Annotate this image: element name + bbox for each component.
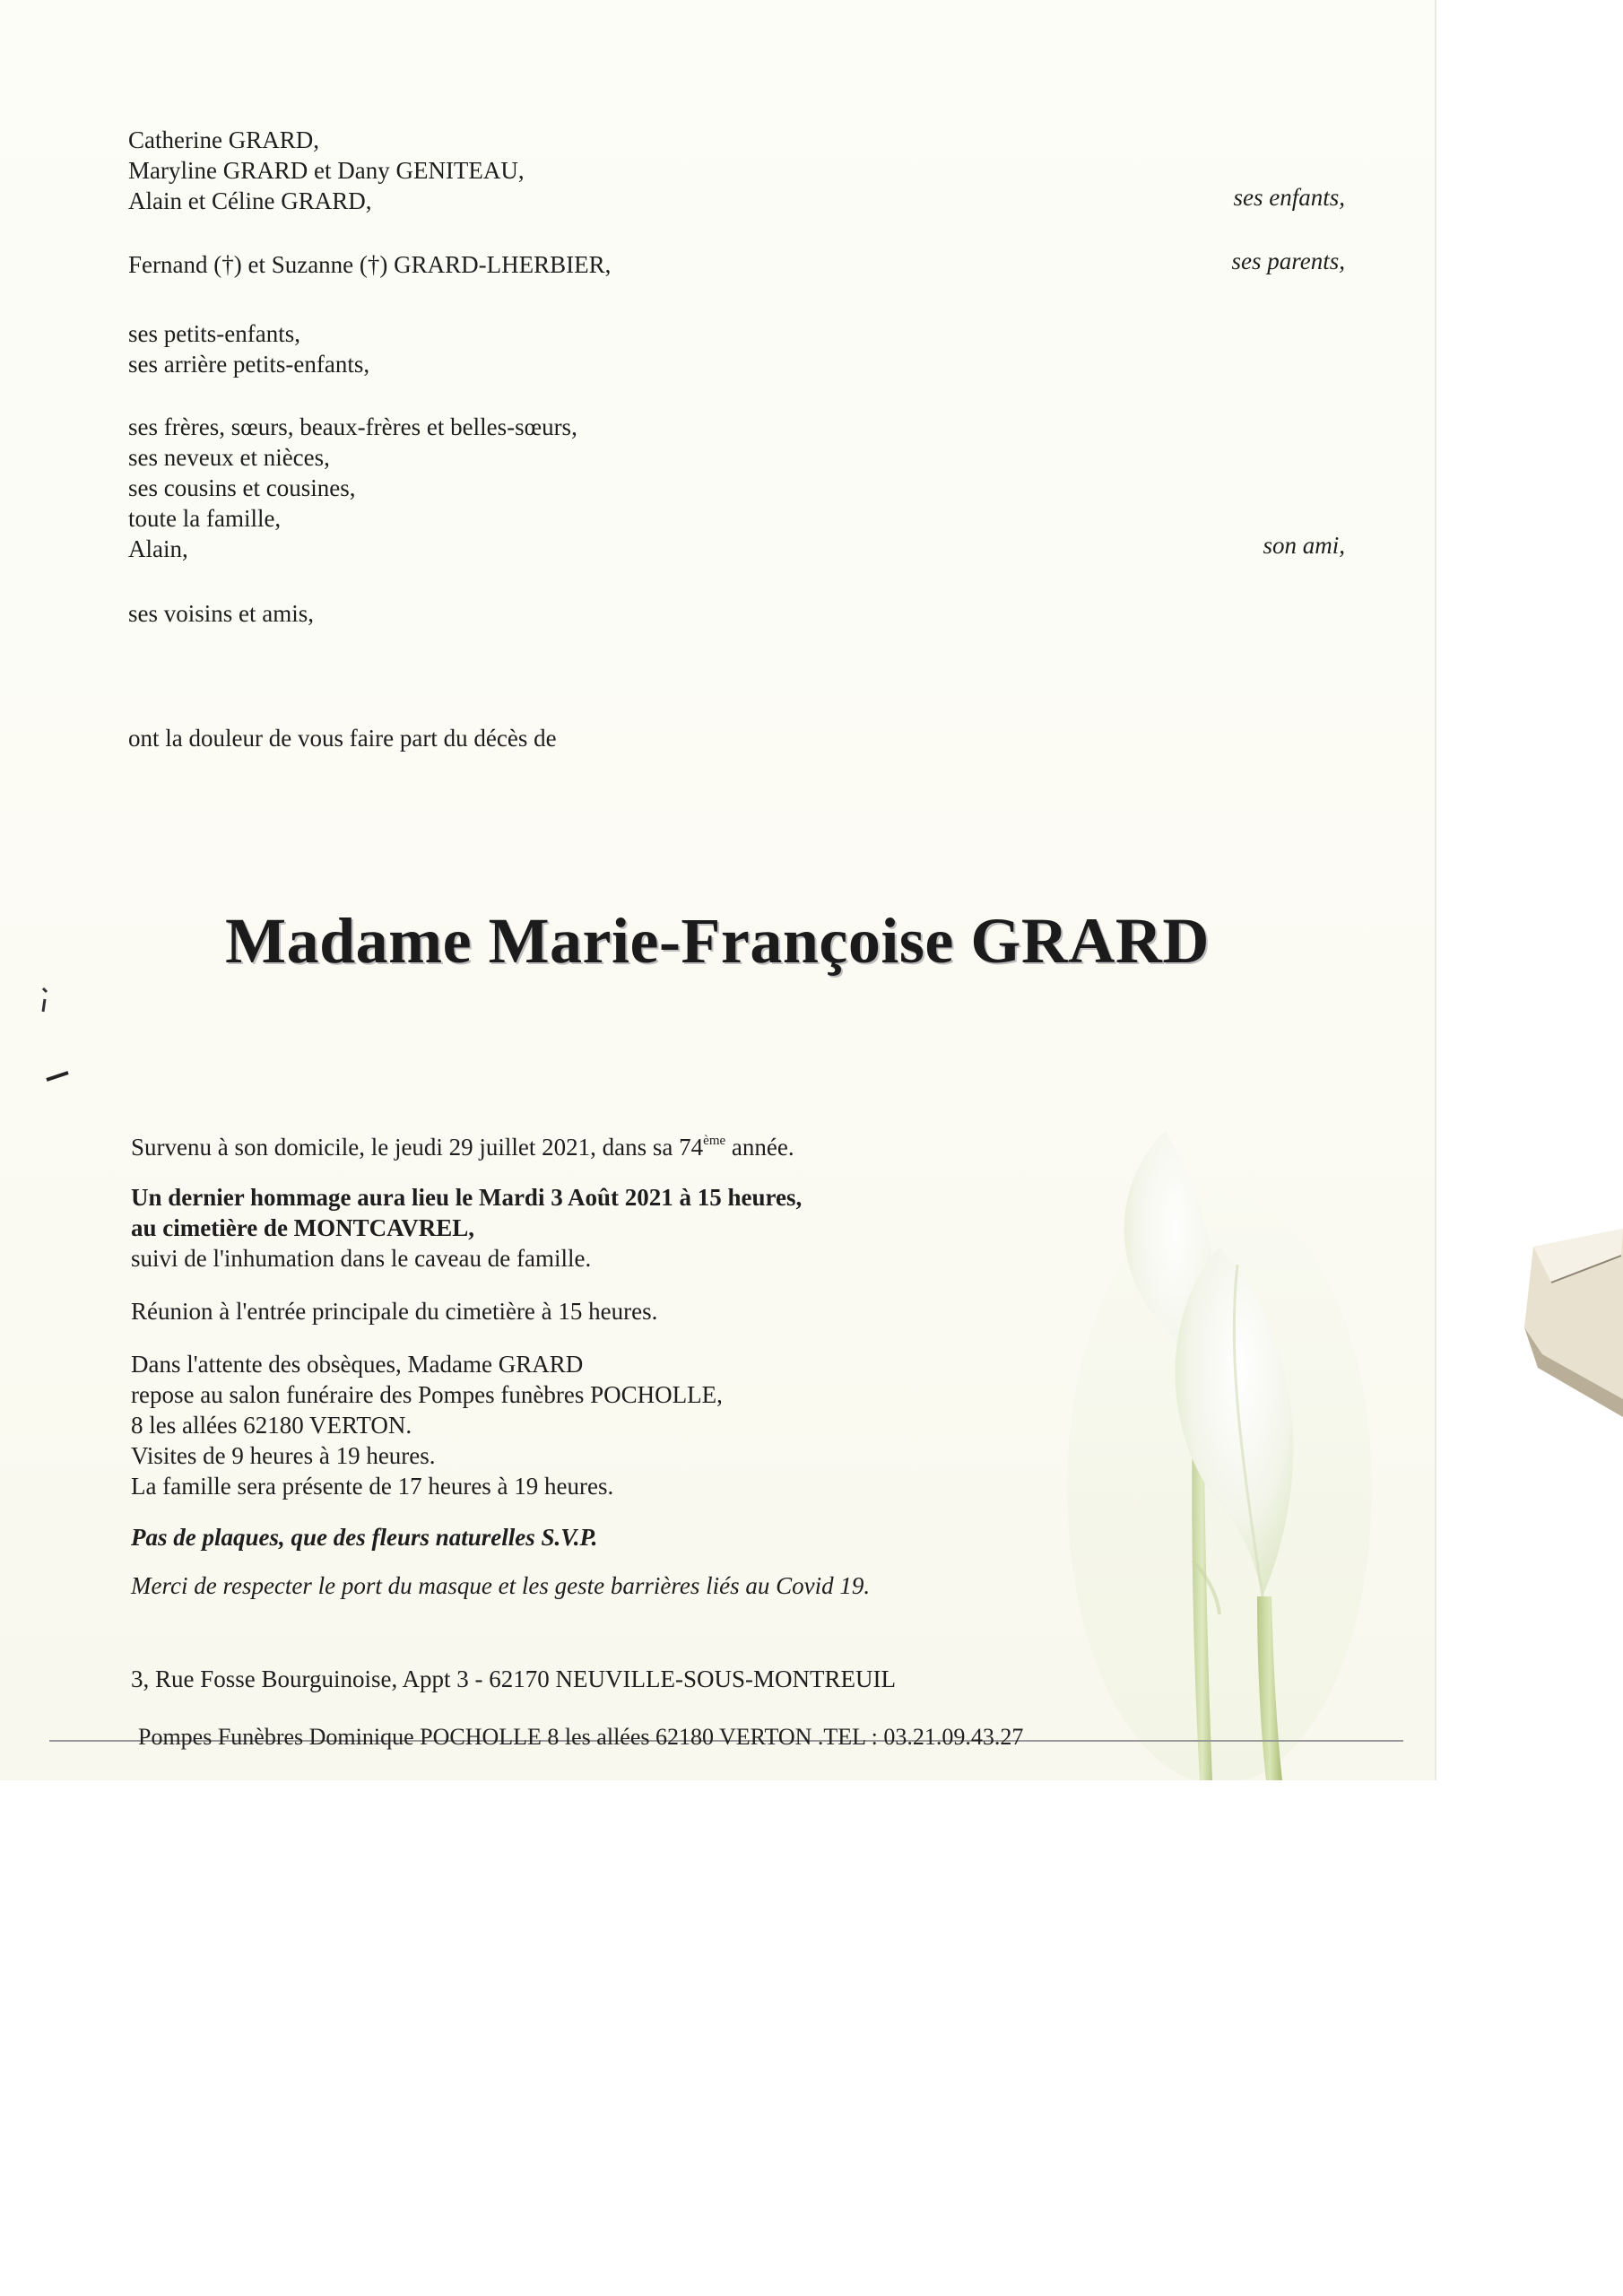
scan-mark <box>45 1069 72 1083</box>
covid-note: Merci de respecter le port du masque et les geste barrières liés au Covid 19. <box>131 1572 871 1599</box>
extended-family-line: Alain, <box>128 535 188 562</box>
family-child-line: Catherine GRARD, <box>128 126 319 153</box>
calla-lily-illustration <box>1058 1112 1381 1780</box>
parents-role: ses parents, <box>1231 248 1345 274</box>
flowers-note: Pas de plaques, que des fleurs naturelles S.V.P. <box>131 1524 598 1551</box>
meeting-line: Réunion à l'entrée principale du cimetière à 15 heures. <box>131 1298 658 1325</box>
viewing-line: La famille sera présente de 17 heures à 19 heures. <box>131 1473 614 1500</box>
extended-family-line: ses neveux et nièces, <box>128 444 330 471</box>
viewing-line: 8 les allées 62180 VERTON. <box>131 1412 412 1439</box>
scan-mark <box>38 987 56 1040</box>
ceremony-line: Un dernier hommage aura lieu le Mardi 3 Août 2021 à 15 heures, <box>131 1184 803 1211</box>
extended-family-line: ses cousins et cousines, <box>128 474 356 501</box>
ceremony-line: suivi de l'inhumation dans le caveau de famille. <box>131 1245 592 1272</box>
viewing-line: Dans l'attente des obsèques, Madame GRARD <box>131 1351 584 1378</box>
grandchildren-line: ses arrière petits-enfants, <box>128 351 370 378</box>
viewing-line: Visites de 9 heures à 19 heures. <box>131 1442 436 1469</box>
ceremony-line: au cimetière de MONTCAVREL, <box>131 1214 474 1241</box>
extended-family-line: toute la famille, <box>128 505 282 532</box>
death-text: Survenu à son domicile, le jeudi 29 juillet 2021, dans sa 74 <box>131 1134 704 1161</box>
death-text-end: année. <box>725 1134 794 1161</box>
deceased-name: Madame Marie-Françoise GRARD <box>225 905 1210 977</box>
extended-family-line: ses frères, sœurs, beaux-frères et belles-sœurs, <box>128 413 577 440</box>
footer-funeral-home: Pompes Funèbres Dominique POCHOLLE 8 les allées 62180 VERTON .TEL : 03.21.09.43.27 <box>138 1724 1024 1750</box>
family-child-line: Maryline GRARD et Dany GENITEAU, <box>128 157 525 184</box>
scanned-paper-fragment <box>1515 1220 1623 1426</box>
friend-role: son ami, <box>1263 532 1345 559</box>
neighbours-line: ses voisins et amis, <box>128 600 314 627</box>
family-child-line: Alain et Céline GRARD, <box>128 187 372 214</box>
parents-line: Fernand (†) et Suzanne (†) GRARD-LHERBIER, <box>128 251 612 278</box>
death-notice-line <box>131 1132 794 1162</box>
viewing-line: repose au salon funéraire des Pompes funèbres POCHOLLE, <box>131 1381 723 1408</box>
children-role: ses enfants, <box>1233 184 1345 211</box>
address-line: 3, Rue Fosse Bourguinoise, Appt 3 - 62170 NEUVILLE-SOUS-MONTREUIL <box>131 1665 896 1692</box>
death-ordinal-superscript: ème <box>703 1134 726 1148</box>
grandchildren-line: ses petits-enfants, <box>128 320 300 347</box>
announcement-line: ont la douleur de vous faire part du décès de <box>128 725 557 752</box>
